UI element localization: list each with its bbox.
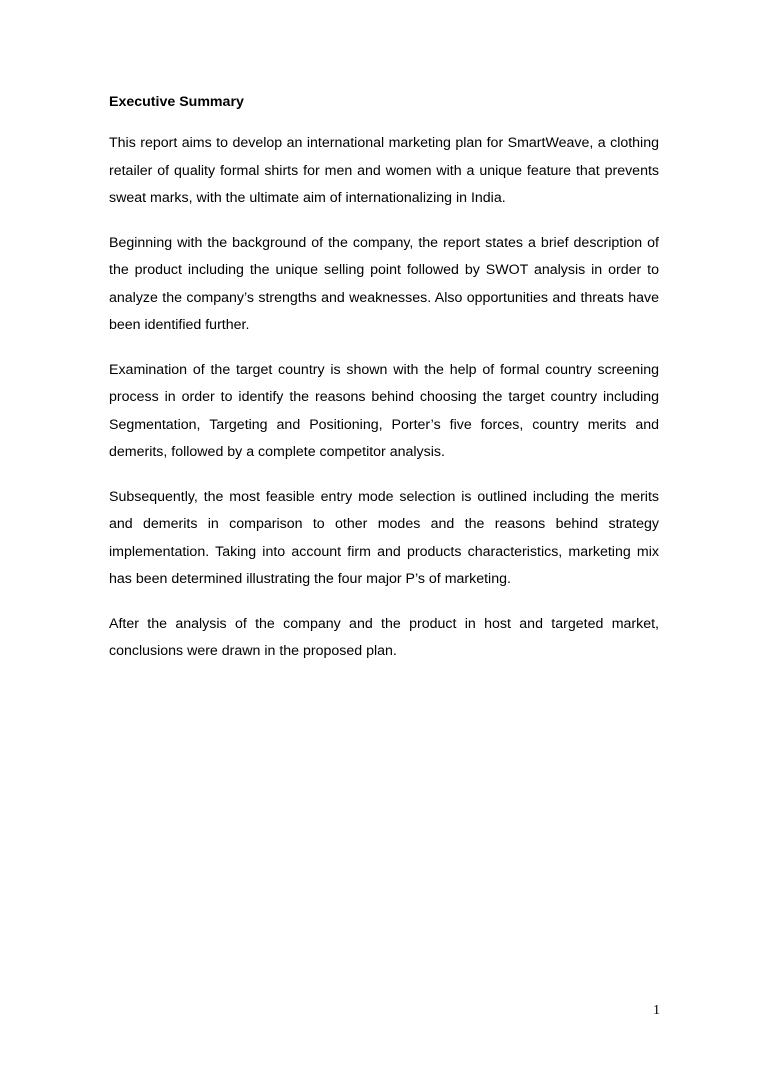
paragraph-intro: This report aims to develop an international marketing plan for SmartWeave, a clothing retailer of quality formal shirts for men and women with a unique feature that prevents sweat marks, with the ultimate aim of internationalizing in India. xyxy=(109,135,659,206)
paragraph-target-country: Examination of the target country is shown with the help of formal country screening process in order to identify the reasons behind choosing the target country including Segmentation, Targeting and Positioning, Porter’s five forces, country merits and demerits, followed by a complete competitor analysis. xyxy=(109,361,659,460)
paragraph-conclusion: After the analysis of the company and the product in host and targeted market, conclusions were drawn in the proposed plan. xyxy=(109,615,659,659)
section-heading: Executive Summary xyxy=(109,94,244,110)
paragraph-entry-mode: Subsequently, the most feasible entry mode selection is outlined including the merits and demerits in comparison to other modes and the reasons behind strategy implementation. Taking into account firm and products characteristics, marketing mix has been determined illustrating the four major P’s of marketing. xyxy=(109,488,659,587)
document-body xyxy=(109,92,659,683)
page-number: 1 xyxy=(653,1003,660,1018)
paragraph-background: Beginning with the background of the company, the report states a brief description of the product including the unique selling point followed by SWOT analysis in order to analyze the company’s strengths and weaknesses. Also opportunities and threats have been identified further. xyxy=(109,234,659,333)
